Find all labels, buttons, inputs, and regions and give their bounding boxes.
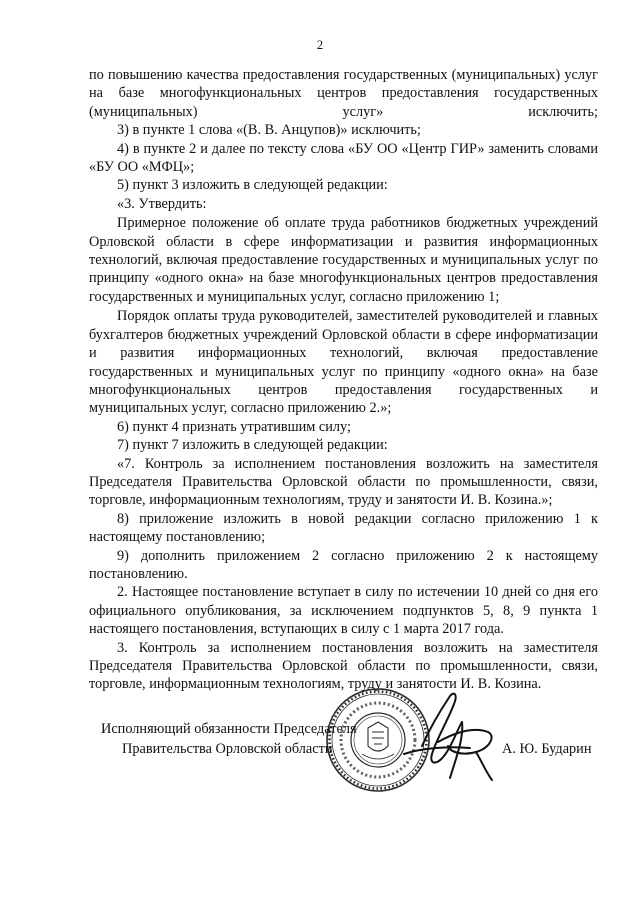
- paragraph-item-4: 4) в пункте 2 и далее по тексту слова «БУ ОО «Центр ГИР» заменить словами «БУ ОО «МФЦ»;: [89, 140, 598, 176]
- paragraph-item-3: 3) в пункте 1 слова «(В. В. Анцупов)» исключить;: [117, 122, 421, 139]
- page-number: 2: [316, 38, 324, 52]
- signatory-position-line-1: Исполняющий обязанности Председателя: [101, 721, 357, 737]
- paragraph-item-7: 7) пункт 7 изложить в следующей редакции:: [117, 437, 388, 454]
- paragraph-control-quote: «7. Контроль за исполнением постановления возложить на заместителя Председателя Правительства Орловской области по промышленности, связи, торговле, информационным технологиям, труду и занятости И. В. Козина.»;: [89, 455, 598, 509]
- signatory-name: А. Ю. Бударин: [502, 741, 592, 757]
- paragraph-item-6: 6) пункт 4 признать утратившим силу;: [117, 418, 351, 435]
- document-body: [89, 66, 598, 694]
- paragraph-item-8: 8) приложение изложить в новой редакции согласно приложению 1 к настоящему постановлению;: [89, 510, 598, 546]
- handwritten-signature-icon: [392, 688, 502, 788]
- paragraph-continuation: по повышению качества предоставления государственных (муниципальных) услуг на базе многофункциональных центров предоставления государственных (муниципальных) услуг» исключить;: [89, 67, 598, 120]
- paragraph-regulation: Примерное положение об оплате труда работников бюджетных учреждений Орловской области в сфере информатизации и развития информационных технологий, включая предоставление государственных и муниципальных услуг по принципу «одного окна» на базе многофункциональных центров предоставления государственных и муниципальных услуг, согласно приложению 1;: [89, 215, 598, 305]
- signatory-position-line-2: Правительства Орловской области: [122, 741, 333, 757]
- paragraph-clause-3: 3. Контроль за исполнением постановления возложить на заместителя Председателя Правительства Орловской области по промышленности, связи, торговле, информационным технологиям, труду и занятости И. В. Козина.: [89, 639, 598, 693]
- paragraph-approve: «3. Утвердить:: [117, 195, 207, 212]
- paragraph-item-5: 5) пункт 3 изложить в следующей редакции:: [117, 177, 388, 194]
- paragraph-item-9: 9) дополнить приложением 2 согласно приложению 2 к настоящему постановлению.: [89, 547, 598, 582]
- paragraph-clause-2: 2. Настоящее постановление вступает в силу по истечении 10 дней со дня его официального опубликования, за исключением подпунктов 5, 8, 9 пункта 1 настоящего постановления, вступающих в силу с 1 марта 2017 года.: [89, 584, 598, 638]
- paragraph-procedure: Порядок оплаты труда руководителей, заместителей руководителей и главных бухгалтеров бюджетных учреждений Орловской области в сфере информатизации и развития информационных технологий, включая предоставление государственных и муниципальных услуг по принципу «одного окна» на базе многофункциональных центров предоставления государственных и муниципальных услуг, согласно приложению 2.»;: [89, 308, 598, 417]
